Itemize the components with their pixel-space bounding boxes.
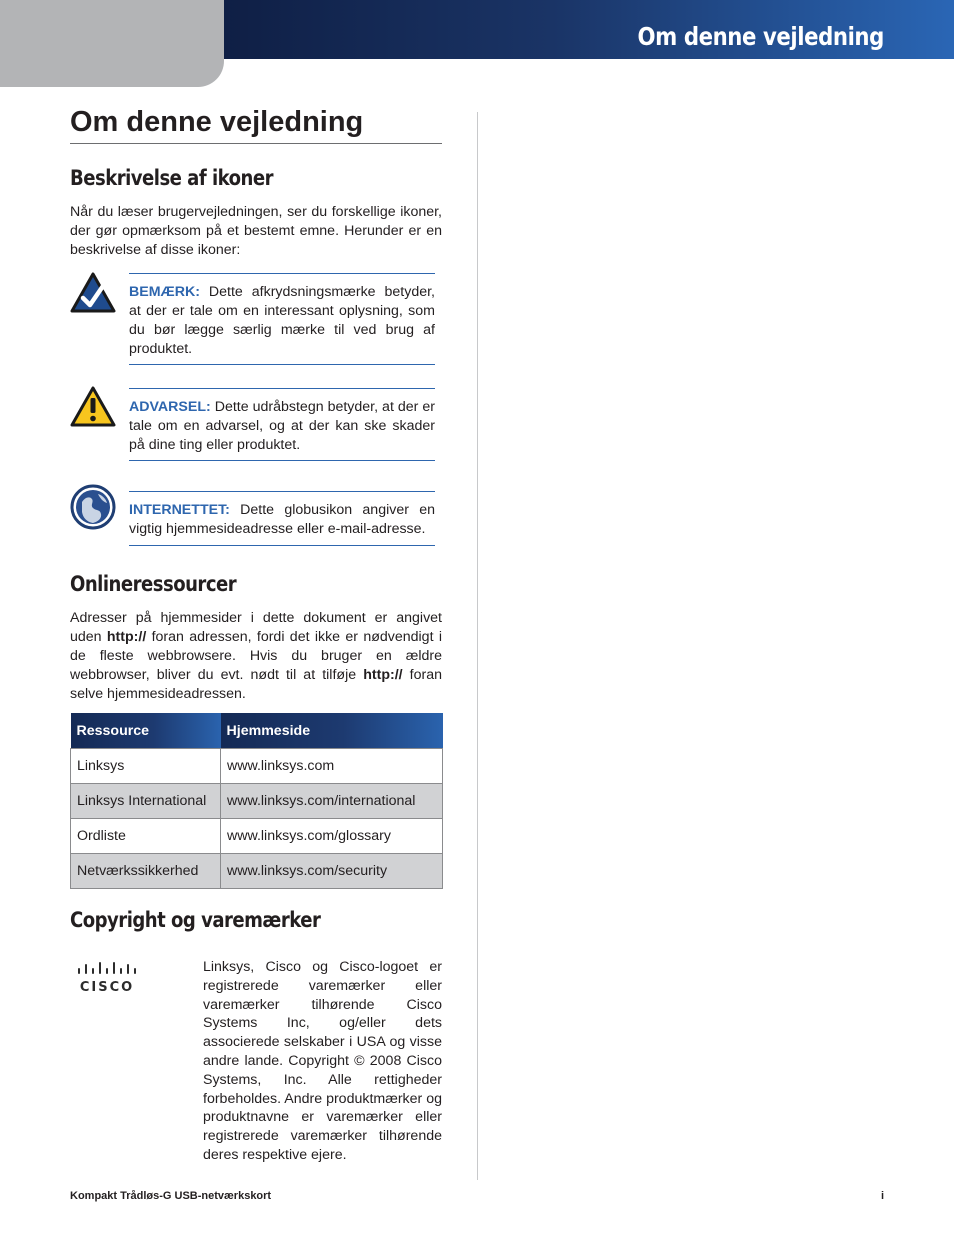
- table-header-row: [71, 713, 443, 749]
- globe-icon: [70, 484, 116, 535]
- table-cell: Netværkssikkerhed: [71, 854, 221, 889]
- http-prefix: http://: [363, 667, 403, 683]
- table-cell: www.linksys.com: [221, 749, 443, 784]
- resource-table: [70, 713, 443, 889]
- cisco-wordmark: CISCO: [79, 980, 135, 994]
- icons-heading: Beskrivelse af ikoner: [70, 166, 274, 190]
- table-cell: Ordliste: [71, 819, 221, 854]
- copyright-heading: Copyright og varemærker: [70, 908, 321, 932]
- column-divider: [477, 112, 478, 1180]
- online-text-2: foran adressen, fordi det ikke er nødvendigt i de fleste webbrowsere. Hvis du bruger en ældre webbrowser, bliver du evt. nødt til at tilføje: [70, 629, 442, 683]
- warning-text: Dette udråbstegn betyder, at der er tale om en advarsel, og at der kan ske skader på dine ting eller produktet.: [129, 399, 435, 453]
- table-cell: www.linksys.com/international: [221, 784, 443, 819]
- column-header: Hjemmeside: [221, 713, 443, 749]
- page-title: Om denne vejledning: [70, 106, 442, 144]
- table-row: [71, 749, 443, 784]
- copyright-text: Linksys, Cisco og Cisco-logoet er registrerede varemærker eller varemærker tilhørende Cisco Systems Inc, og/eller dets associerede selskaber i USA og visse andre lande. Copyright © 2008 Cisco Systems, Inc. Alle rettigheder forbeholdes. Andre produktmærker og produktnavne er varemærker eller registrerede varemærker tilhørende deres respektive ejere.: [203, 959, 442, 1163]
- http-prefix: http://: [106, 629, 147, 645]
- header-bar: [224, 0, 954, 59]
- checkmark-icon: [70, 272, 116, 319]
- cisco-logo: [78, 960, 136, 999]
- table-cell: Linksys International: [71, 784, 221, 819]
- warning-icon: [70, 386, 116, 433]
- internet-box: [129, 491, 435, 546]
- table-cell: www.linksys.com/glossary: [221, 819, 443, 854]
- warning-label: ADVARSEL:: [129, 399, 211, 415]
- table-cell: Linksys: [71, 749, 221, 784]
- footer-product-name: Kompakt Trådløs-G USB-netværkskort: [70, 1190, 272, 1202]
- table-row: [71, 784, 443, 819]
- warning-box: [129, 388, 435, 461]
- icons-intro: Når du læser brugervejledningen, ser du forskellige ikoner, der gør opmærksom på et bestemt emne. Herunder er en beskrivelse af disse ikoner:: [70, 204, 442, 258]
- online-text-1: Adresser på hjemmesider i dette dokument er angivet uden: [70, 610, 442, 645]
- column-header: Ressource: [71, 713, 221, 749]
- internet-text: Dette globusikon angiver en vigtig hjemmesideadresse eller e-mail-adresse.: [129, 502, 435, 537]
- table-row: [71, 819, 443, 854]
- online-text-3: foran selve hjemmesideadressen.: [70, 667, 443, 702]
- note-label: BEMÆRK:: [129, 284, 200, 300]
- header-title: Om denne vejledning: [637, 22, 884, 51]
- online-heading: Onlineressourcer: [70, 572, 237, 596]
- corner-tab: [0, 0, 224, 87]
- page-number: i: [880, 1190, 884, 1202]
- table-row: [71, 854, 443, 889]
- online-paragraph: [70, 609, 442, 704]
- note-box: [129, 273, 435, 365]
- note-text: Dette afkrydsningsmærke betyder, at der er tale om en interessant oplysning, som du bør lægge særlig mærke til ved brug af produktet.: [129, 284, 435, 357]
- internet-label: INTERNETTET:: [129, 502, 230, 518]
- table-cell: www.linksys.com/security: [221, 854, 443, 889]
